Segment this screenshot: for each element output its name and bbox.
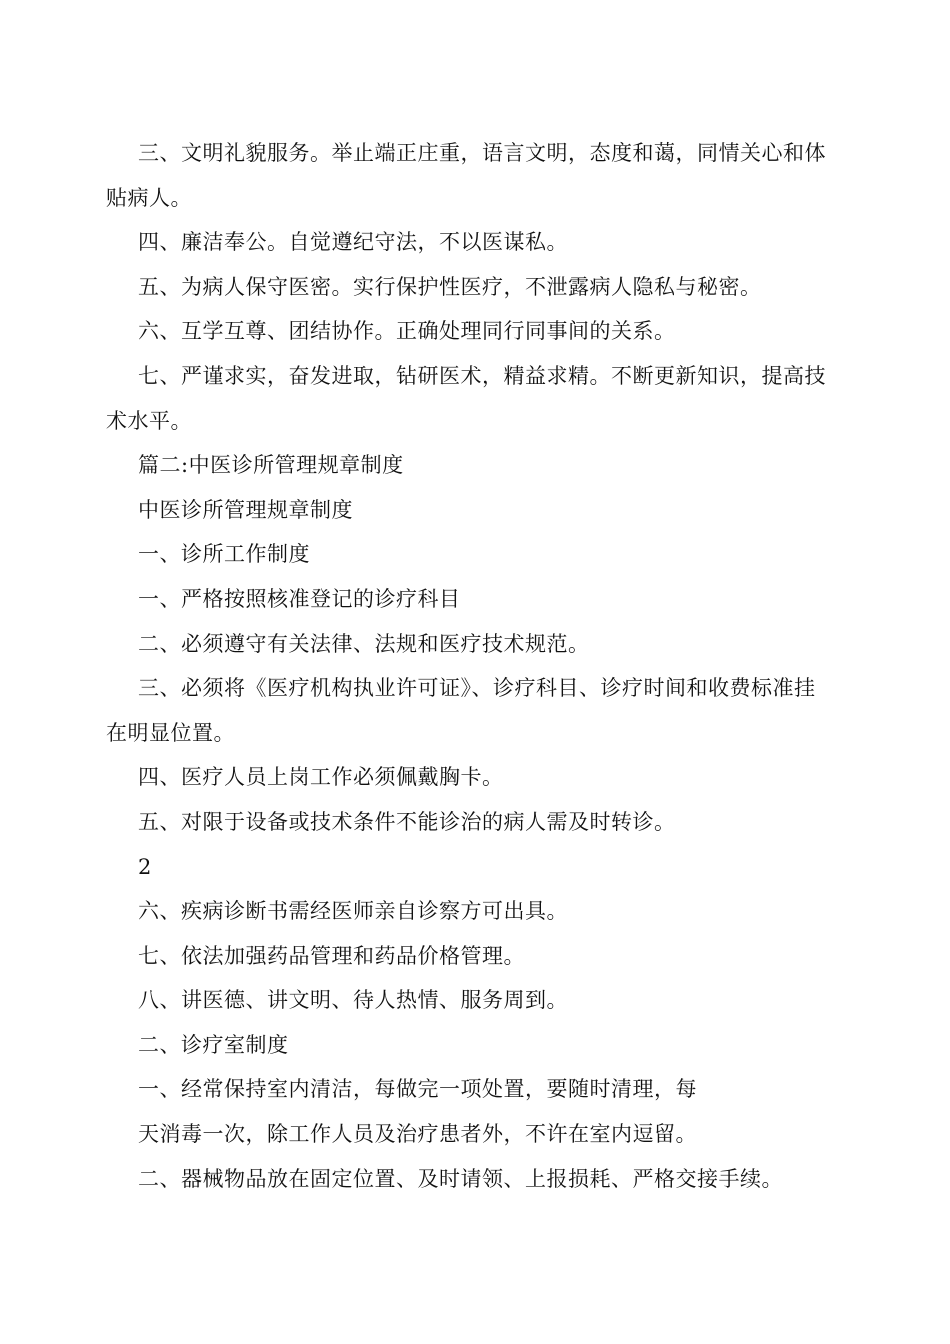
paragraph-line-continuation: 贴病人。 bbox=[106, 185, 192, 210]
paragraph-line: 四、医疗人员上岗工作必须佩戴胸卡。 bbox=[138, 765, 504, 790]
paragraph-line: 一、严格按照核准登记的诊疗科目 bbox=[138, 586, 461, 611]
paragraph-line: 七、依法加强药品管理和药品价格管理。 bbox=[138, 943, 525, 968]
paragraph-line: 五、对限于设备或技术条件不能诊治的病人需及时转诊。 bbox=[138, 809, 676, 834]
paragraph-line: 一、经常保持室内清洁，每做完一项处置，要随时清理，每 bbox=[138, 1077, 697, 1102]
paragraph-line: 天消毒一次，除工作人员及治疗患者外，不许在室内逗留。 bbox=[138, 1122, 697, 1147]
paragraph-line-continuation: 在明显位置。 bbox=[106, 720, 235, 745]
page-number: 2 bbox=[138, 854, 152, 879]
section-heading: 篇二:中医诊所管理规章制度 bbox=[138, 453, 404, 478]
paragraph-line: 八、讲医德、讲文明、待人热情、服务周到。 bbox=[138, 988, 568, 1013]
paragraph-line: 七、严谨求实，奋发进取，钻研医术，精益求精。不断更新知识，提高技 bbox=[138, 363, 826, 388]
paragraph-line: 二、器械物品放在固定位置、及时请领、上报损耗、严格交接手续。 bbox=[138, 1166, 783, 1191]
document-title: 中医诊所管理规章制度 bbox=[138, 497, 353, 522]
subsection-heading: 一、诊所工作制度 bbox=[138, 542, 310, 567]
paragraph-line: 三、必须将《医疗机构执业许可证》、诊疗科目、诊疗时间和收费标准挂 bbox=[138, 676, 816, 701]
paragraph-line: 四、廉洁奉公。自觉遵纪守法，不以医谋私。 bbox=[138, 230, 568, 255]
paragraph-line: 三、文明礼貌服务。举止端正庄重，语言文明，态度和蔼，同情关心和体 bbox=[138, 141, 826, 165]
paragraph-line: 六、互学互尊、团结协作。正确处理同行同事间的关系。 bbox=[138, 319, 676, 344]
paragraph-line: 六、疾病诊断书需经医师亲自诊察方可出具。 bbox=[138, 899, 568, 924]
paragraph-line: 五、为病人保守医密。实行保护性医疗，不泄露病人隐私与秘密。 bbox=[138, 274, 762, 299]
paragraph-line: 二、必须遵守有关法律、法规和医疗技术规范。 bbox=[138, 631, 590, 656]
subsection-heading: 二、诊疗室制度 bbox=[138, 1032, 289, 1057]
paragraph-line-continuation: 术水平。 bbox=[106, 408, 192, 433]
